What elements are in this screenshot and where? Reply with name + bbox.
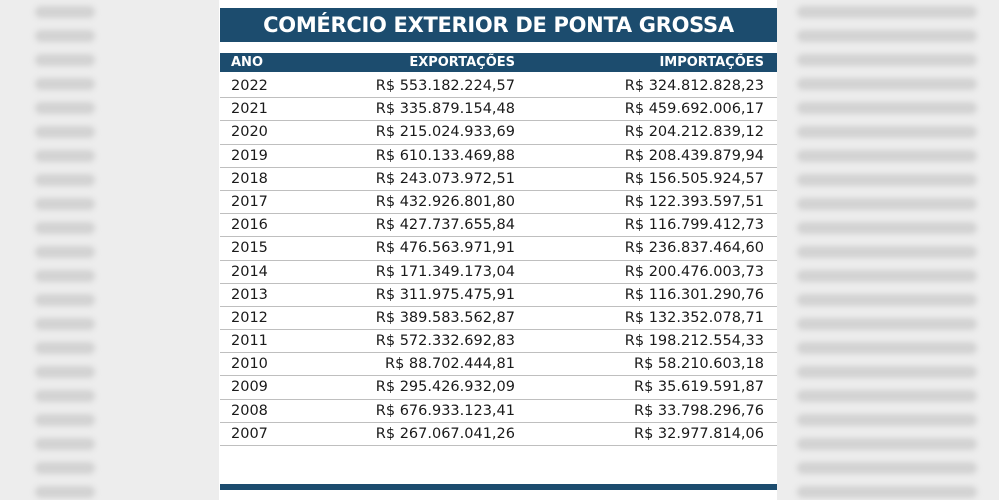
blurred-background-right [777, 0, 999, 500]
cell-imports: R$ 116.799.412,73 [624, 217, 764, 234]
cell-exports: R$ 215.024.933,69 [375, 124, 515, 141]
cell-exports: R$ 267.067.041,26 [375, 425, 515, 442]
blurred-strip [797, 54, 977, 66]
blurred-strip [35, 486, 95, 498]
table-row [220, 75, 777, 98]
blurred-strip [35, 54, 95, 66]
blurred-strip [35, 318, 95, 330]
cell-imports: R$ 208.439.879,94 [624, 147, 764, 164]
cell-imports: R$ 204.212.839,12 [624, 124, 764, 141]
blurred-strip [797, 294, 977, 306]
cell-imports: R$ 35.619.591,87 [634, 379, 764, 396]
blurred-strip [797, 414, 977, 426]
cell-exports: R$ 476.563.971,91 [375, 240, 515, 257]
table-row [220, 400, 777, 423]
blurred-strip [35, 438, 95, 450]
blurred-strip [35, 150, 95, 162]
cell-exports: R$ 572.332.692,83 [375, 333, 515, 350]
table-row [220, 145, 777, 168]
cell-exports: R$ 335.879.154,48 [375, 101, 515, 118]
table-row [220, 121, 777, 144]
cell-imports: R$ 32.977.814,06 [634, 425, 764, 442]
blurred-strip [35, 270, 95, 282]
blurred-strip [797, 174, 977, 186]
cell-year: 2015 [231, 240, 268, 257]
cell-exports: R$ 88.702.444,81 [385, 356, 515, 373]
cell-imports: R$ 132.352.078,71 [624, 309, 764, 326]
blurred-strip [797, 30, 977, 42]
blurred-strip [35, 246, 95, 258]
cell-imports: R$ 156.505.924,57 [624, 170, 764, 187]
cell-year: 2017 [231, 193, 268, 210]
cell-year: 2008 [231, 402, 268, 419]
cell-imports: R$ 236.837.464,60 [624, 240, 764, 257]
blurred-strip [35, 462, 95, 474]
blurred-strip [797, 390, 977, 402]
blurred-strip [797, 222, 977, 234]
cell-year: 2018 [231, 170, 268, 187]
cell-year: 2014 [231, 263, 268, 280]
blurred-strip [797, 150, 977, 162]
cell-year: 2019 [231, 147, 268, 164]
blurred-strip [797, 270, 977, 282]
cell-year: 2007 [231, 425, 268, 442]
cell-year: 2012 [231, 309, 268, 326]
blurred-strip [35, 342, 95, 354]
bottom-rule [220, 484, 777, 490]
cell-year: 2021 [231, 101, 268, 118]
header-exports: EXPORTAÇÕES [409, 55, 515, 70]
header-year: ANO [231, 55, 263, 70]
cell-exports: R$ 389.583.562,87 [375, 309, 515, 326]
blurred-strip [35, 366, 95, 378]
cell-year: 2016 [231, 217, 268, 234]
blurred-background-left [0, 0, 219, 500]
cell-year: 2009 [231, 379, 268, 396]
blurred-strip [35, 414, 95, 426]
blurred-strip [797, 486, 977, 498]
cell-imports: R$ 200.476.003,73 [624, 263, 764, 280]
blurred-strip [797, 78, 977, 90]
cell-year: 2020 [231, 124, 268, 141]
header-imports: IMPORTAÇÕES [659, 55, 764, 70]
blurred-strip [797, 342, 977, 354]
table-row [220, 353, 777, 376]
blurred-strip [35, 6, 95, 18]
table-header-row [220, 53, 777, 72]
cell-imports: R$ 459.692.006,17 [624, 101, 764, 118]
cell-imports: R$ 58.210.603,18 [634, 356, 764, 373]
blurred-strip [35, 198, 95, 210]
blurred-strip [35, 222, 95, 234]
cell-exports: R$ 427.737.655,84 [375, 217, 515, 234]
table-row [220, 423, 777, 446]
blurred-strip [797, 246, 977, 258]
table-body [220, 75, 777, 446]
table-row [220, 237, 777, 260]
cell-imports: R$ 198.212.554,33 [624, 333, 764, 350]
cell-imports: R$ 324.812.828,23 [624, 78, 764, 94]
cell-year: 2013 [231, 286, 268, 303]
blurred-strip [35, 294, 95, 306]
blurred-strip [35, 78, 95, 90]
blurred-strip [797, 126, 977, 138]
blurred-strip [797, 462, 977, 474]
blurred-strip [797, 438, 977, 450]
table-row [220, 284, 777, 307]
cell-year: 2010 [231, 356, 268, 373]
cell-exports: R$ 311.975.475,91 [375, 286, 515, 303]
table-row [220, 214, 777, 237]
cell-exports: R$ 295.426.932,09 [375, 379, 515, 396]
blurred-strip [797, 6, 977, 18]
cell-year: 2022 [231, 78, 268, 94]
cell-exports: R$ 610.133.469,88 [375, 147, 515, 164]
table-row [220, 261, 777, 284]
blurred-strip [35, 126, 95, 138]
table-row [220, 168, 777, 191]
table-row [220, 191, 777, 214]
cell-exports: R$ 553.182.224,57 [375, 78, 515, 94]
cell-imports: R$ 122.393.597,51 [624, 193, 764, 210]
cell-exports: R$ 171.349.173,04 [375, 263, 515, 280]
cell-year: 2011 [231, 333, 268, 350]
blurred-strip [797, 366, 977, 378]
table-row [220, 98, 777, 121]
table-row [220, 330, 777, 353]
cell-exports: R$ 432.926.801,80 [375, 193, 515, 210]
cell-imports: R$ 116.301.290,76 [624, 286, 764, 303]
blurred-strip [35, 102, 95, 114]
cell-exports: R$ 243.073.972,51 [375, 170, 515, 187]
cell-imports: R$ 33.798.296,76 [634, 402, 764, 419]
trade-table-card [219, 0, 777, 500]
table-row [220, 307, 777, 330]
blurred-strip [35, 390, 95, 402]
table-title: COMÉRCIO EXTERIOR DE PONTA GROSSA [220, 8, 777, 42]
table-row [220, 376, 777, 399]
blurred-strip [35, 30, 95, 42]
cell-exports: R$ 676.933.123,41 [375, 402, 515, 419]
blurred-strip [797, 102, 977, 114]
blurred-strip [797, 198, 977, 210]
blurred-strip [797, 318, 977, 330]
blurred-strip [35, 174, 95, 186]
